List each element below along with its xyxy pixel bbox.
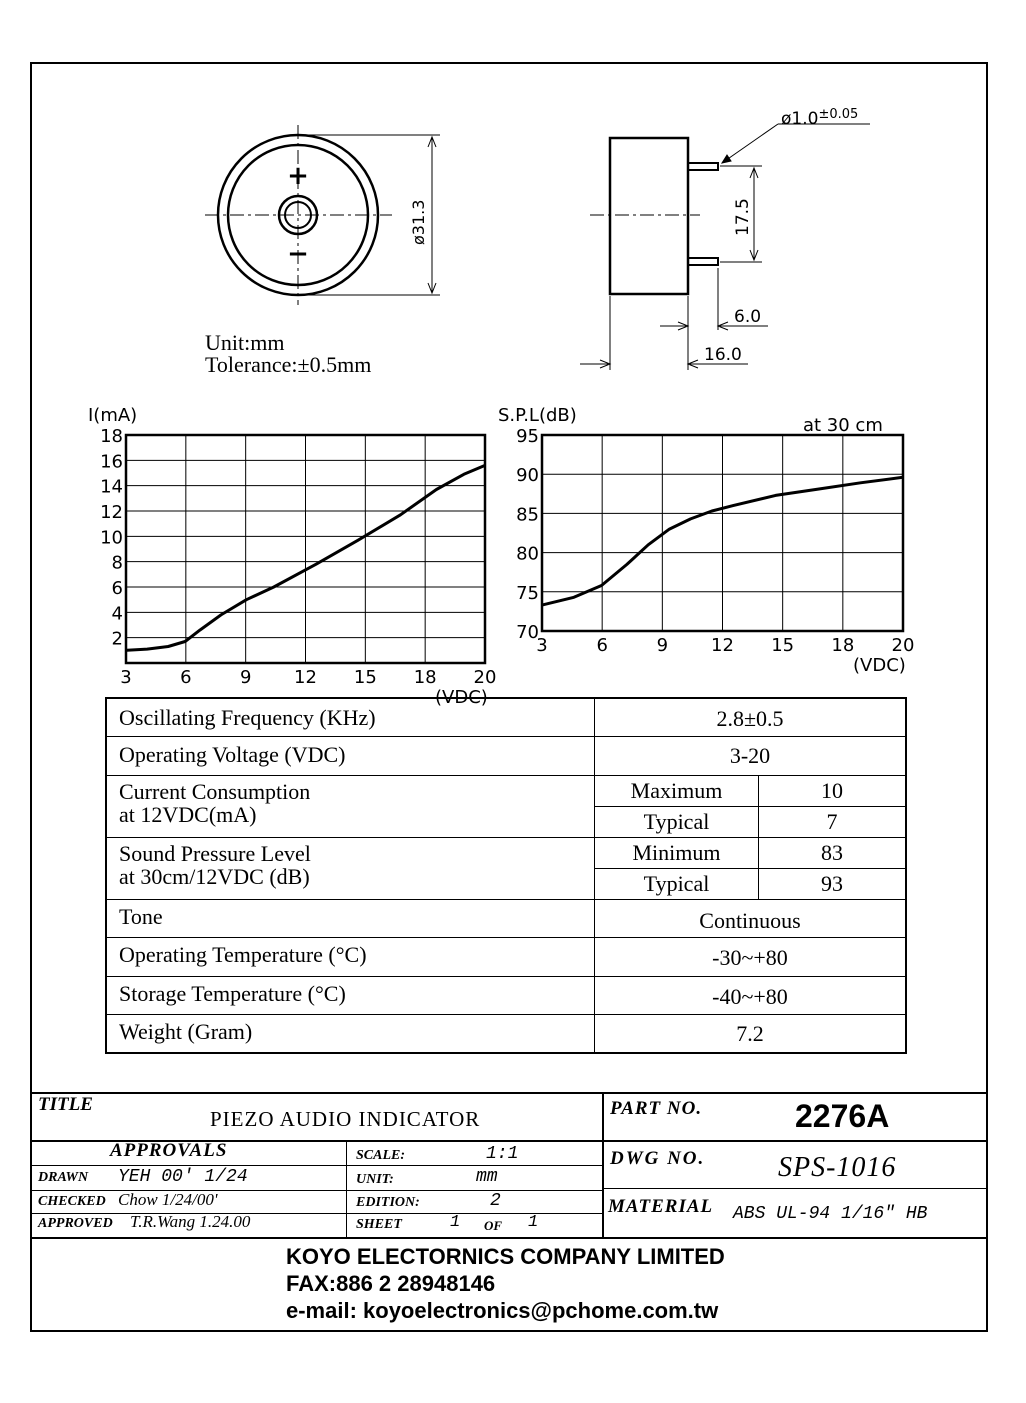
- x-tick-label: 9: [656, 635, 669, 656]
- y-tick-label: 70: [516, 622, 539, 643]
- spec-row-weight: [107, 1015, 905, 1052]
- x-tick-label: 20: [891, 635, 915, 656]
- spec-label: Operating Voltage (VDC): [119, 742, 346, 767]
- specification-table: [105, 697, 907, 1054]
- body-height-label: 16.0: [704, 345, 742, 365]
- x-tick-label: 3: [120, 667, 132, 688]
- spec-label: Weight (Gram): [119, 1019, 253, 1044]
- x-tick-label: 3: [536, 635, 548, 656]
- y-tick-label: 10: [100, 527, 123, 549]
- title-value: PIEZO AUDIO INDICATOR: [210, 1107, 481, 1131]
- material-value: ABS UL-94 1/16" HB: [733, 1204, 928, 1224]
- spec-label: at 30cm/12VDC (dB): [119, 864, 310, 889]
- y-axis-label: S.P.L(dB): [498, 405, 577, 426]
- plus-mark: +: [287, 161, 309, 191]
- spec-value: 3-20: [729, 743, 771, 768]
- approved-label: APPROVED: [38, 1216, 113, 1231]
- company-email: e-mail: koyoelectronics@pchome.com.tw: [286, 1298, 719, 1323]
- material-label: MATERIAL: [608, 1196, 714, 1217]
- current-vs-voltage-chart: [70, 395, 510, 708]
- chart-annotation: at 30 cm: [803, 415, 883, 436]
- checked-signature: Chow 1/24/00': [118, 1190, 218, 1209]
- sub-key: Typical: [643, 809, 710, 834]
- dwg-no-value: SPS-1016: [778, 1152, 897, 1183]
- pin-spacing-label: 17.5: [733, 198, 753, 236]
- scale-label: SCALE:: [356, 1148, 406, 1163]
- sheet-of-label: OF: [484, 1218, 503, 1233]
- company-name: KOYO ELECTORNICS COMPANY LIMITED: [286, 1244, 725, 1269]
- minus-mark: −: [287, 239, 309, 269]
- x-tick-label: 18: [413, 667, 437, 688]
- spec-value: -40~+80: [712, 984, 788, 1009]
- spec-row-current: [107, 776, 905, 838]
- spec-row-tone: [107, 900, 905, 938]
- scale-value: 1:1: [486, 1144, 519, 1164]
- spec-label: at 12VDC(mA): [119, 802, 257, 827]
- y-tick-label: 6: [111, 578, 123, 599]
- spec-label: Operating Temperature (°C): [119, 942, 367, 967]
- sub-key: Typical: [643, 871, 710, 896]
- edition-value: 2: [490, 1191, 501, 1211]
- unit-label: UNIT:: [356, 1172, 394, 1187]
- y-tick-label: 90: [516, 465, 539, 487]
- spec-value: -30~+80: [712, 945, 788, 970]
- sub-row: [595, 776, 905, 807]
- spec-row-frequency: [107, 699, 905, 737]
- pin-length-label: 6.0: [734, 307, 762, 327]
- spec-row-voltage: [107, 737, 905, 776]
- sub-key: Minimum: [632, 840, 721, 865]
- x-tick-label: 9: [239, 667, 252, 688]
- y-tick-label: 18: [100, 426, 123, 447]
- spec-value: 2.8±0.5: [716, 706, 784, 731]
- y-tick-label: 4: [111, 603, 123, 625]
- sub-value: 93: [821, 871, 843, 896]
- sub-value: 7: [826, 809, 838, 834]
- x-axis-label: (VDC): [435, 687, 488, 708]
- sub-key: Maximum: [630, 778, 723, 803]
- y-tick-label: 95: [516, 426, 539, 447]
- spec-row-storage-temp: [107, 977, 905, 1015]
- x-tick-label: 12: [294, 667, 317, 688]
- top-view: [205, 125, 440, 305]
- spec-label: Oscillating Frequency (KHz): [119, 705, 376, 730]
- spl-vs-voltage-chart: [490, 395, 930, 685]
- sheet-total: 1: [528, 1213, 539, 1232]
- spec-row-spl: [107, 838, 905, 900]
- y-tick-label: 8: [111, 552, 123, 574]
- tolerance-note: Tolerance:±0.5mm: [205, 352, 372, 377]
- spec-row-operating-temp: [107, 938, 905, 977]
- x-tick-label: 20: [473, 667, 497, 688]
- x-tick-label: 12: [711, 635, 734, 656]
- checked-label: CHECKED: [38, 1194, 106, 1209]
- drawn-value: YEH 00' 1/24: [118, 1167, 248, 1187]
- sub-value: 83: [821, 840, 843, 865]
- drawn-label: DRAWN: [38, 1170, 89, 1185]
- diameter-dimension-label: ø31.3: [409, 199, 428, 245]
- x-tick-label: 6: [596, 635, 608, 656]
- mechanical-drawing: [0, 0, 1026, 390]
- sheet-number: 1: [450, 1213, 461, 1232]
- sub-row: [595, 807, 905, 837]
- spec-label: Tone: [119, 904, 163, 929]
- y-tick-label: 75: [516, 582, 539, 604]
- part-no-value: 2276A: [795, 1098, 890, 1134]
- sub-value: 10: [821, 778, 843, 803]
- sub-row: [595, 838, 905, 869]
- part-no-label: PART NO.: [610, 1098, 703, 1119]
- unit-note: Unit:mm: [205, 330, 285, 355]
- y-tick-label: 80: [516, 543, 539, 565]
- x-axis-label: (VDC): [853, 655, 906, 676]
- spec-value: Continuous: [699, 908, 801, 933]
- edition-label: EDITION:: [356, 1195, 420, 1210]
- title-label: TITLE: [38, 1094, 93, 1115]
- y-tick-label: 85: [516, 504, 539, 526]
- spec-label: Current Consumption: [119, 779, 311, 804]
- approvals-header: APPROVALS: [110, 1140, 228, 1161]
- company-fax: FAX:886 2 28948146: [286, 1271, 496, 1296]
- sub-row: [595, 869, 905, 899]
- sheet-label: SHEET: [356, 1217, 402, 1232]
- spec-value: 7.2: [736, 1021, 764, 1046]
- y-tick-label: 12: [100, 502, 123, 523]
- unit-value: mm: [476, 1167, 498, 1187]
- x-tick-label: 18: [831, 635, 855, 656]
- spec-label: Storage Temperature (°C): [119, 981, 346, 1006]
- x-tick-label: 15: [771, 635, 795, 656]
- x-tick-label: 15: [353, 667, 377, 688]
- dwg-no-label: DWG NO.: [610, 1148, 706, 1169]
- y-tick-label: 14: [100, 476, 123, 498]
- x-tick-label: 6: [180, 667, 192, 688]
- y-tick-label: 2: [111, 628, 123, 650]
- y-tick-label: 16: [100, 451, 123, 473]
- approved-signature: T.R.Wang 1.24.00: [130, 1212, 251, 1231]
- pin-diameter-label: $ø1.0^{\pm 0.05}$: [781, 107, 859, 129]
- spec-label: Sound Pressure Level: [119, 841, 311, 866]
- side-view: [580, 124, 870, 370]
- y-axis-label: I(mA): [88, 405, 138, 426]
